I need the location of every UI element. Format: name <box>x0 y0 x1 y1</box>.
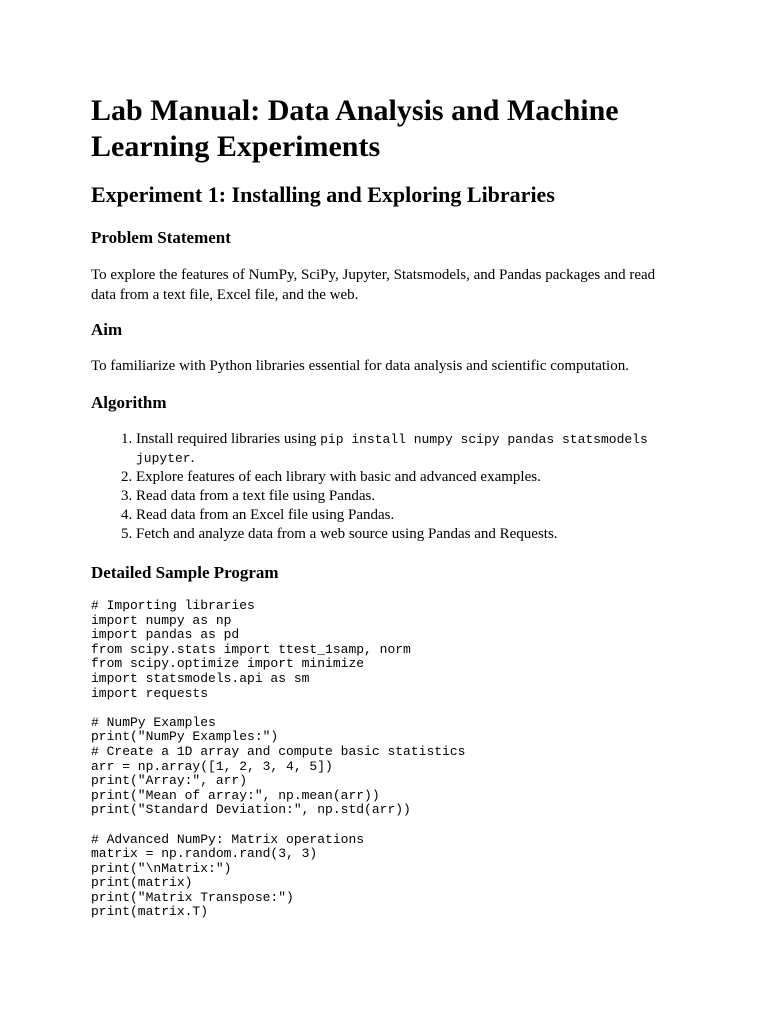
algorithm-step-text: Install required libraries using <box>136 431 321 447</box>
code-block-matrix-operations: # Advanced NumPy: Matrix operations matrix = np.random.rand(3, 3) print("\nMatrix:") print(matrix) print("Matrix Transpose:") print(matrix.T) <box>91 831 365 920</box>
algorithm-steps <box>91 430 681 544</box>
algorithm-step: 3. Read data from a text file using Pandas. <box>136 487 681 506</box>
algorithm-step: 5. Fetch and analyze data from a web source using Pandas and Requests. <box>136 525 681 544</box>
code-block-numpy-examples: # NumPy Examples print("NumPy Examples:") # Create a 1D array and compute basic statistics arr = np.array([1, 2, 3, 4, 5]) print("Array:", arr) print("Mean of array:", np.mean(arr)) print("Standard Deviation:", np.std(arr)) <box>91 714 466 818</box>
code-listing <box>91 599 681 920</box>
algorithm-heading: Algorithm <box>91 393 167 412</box>
algorithm-step <box>136 430 681 468</box>
aim-text: To familiarize with Python libraries essential for data analysis and scientific computation. <box>91 358 629 374</box>
sample-program-heading: Detailed Sample Program <box>91 563 279 582</box>
install-command: pip install numpy scipy pandas statsmodels jupyter <box>136 432 648 466</box>
problem-statement-heading: Problem Statement <box>91 228 231 247</box>
problem-statement-text: To explore the features of NumPy, SciPy, Jupyter, Statsmodels, and Pandas packages and read data from a text file, Excel file, and the web. <box>91 267 656 303</box>
algorithm-step-text: . <box>190 450 195 466</box>
document-page <box>91 93 681 920</box>
algorithm-step: 4. Read data from an Excel file using Pandas. <box>136 506 681 525</box>
code-block-imports: # Importing libraries import numpy as np import pandas as pd from scipy.stats import ttest_1samp, norm from scipy.optimize import minimize import statsmodels.api as sm import requests <box>91 598 411 701</box>
algorithm-step: 2. Explore features of each library with basic and advanced examples. <box>136 468 681 487</box>
aim-heading: Aim <box>91 320 123 339</box>
experiment-heading: Experiment 1: Installing and Exploring Libraries <box>91 182 555 207</box>
document-title: Lab Manual: Data Analysis and Machine Learning Experiments <box>91 94 619 163</box>
